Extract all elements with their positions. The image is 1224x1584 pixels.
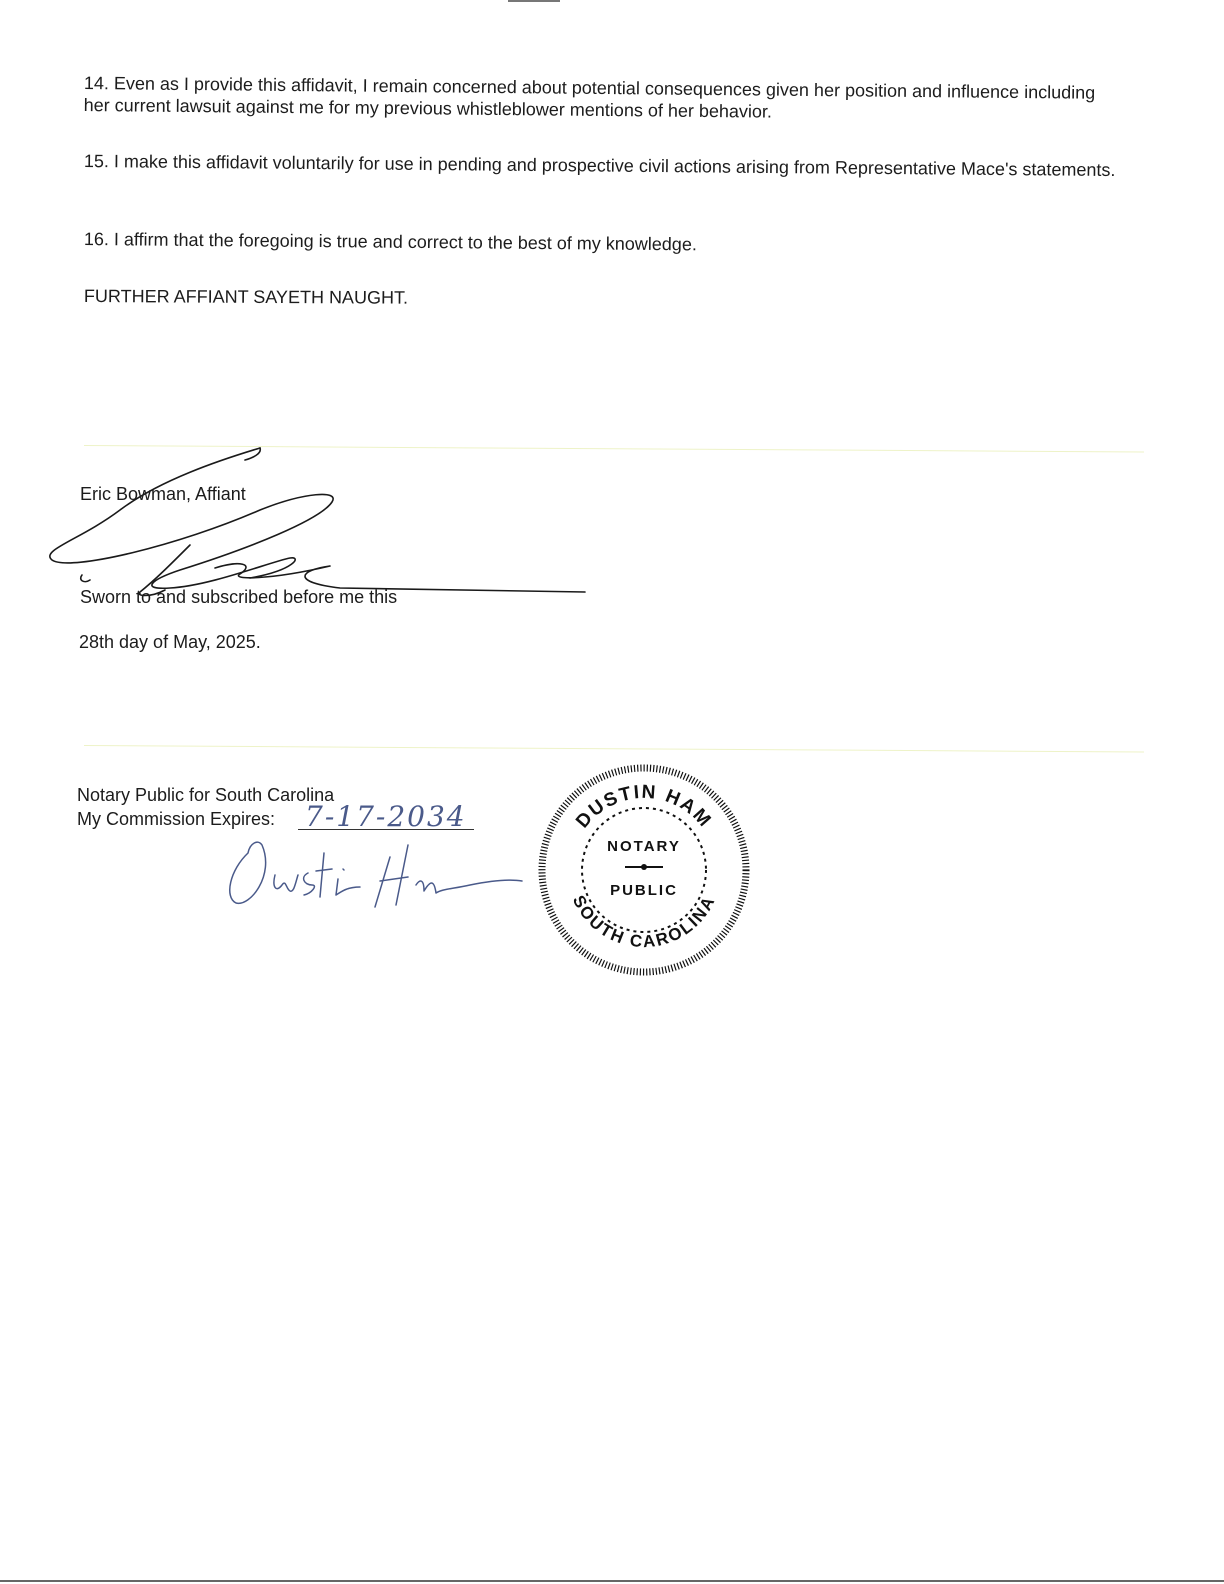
notary-title: Notary Public for South Carolina [77, 785, 335, 805]
sworn-date: 28th day of May, 2025. [79, 632, 261, 652]
commission-label: My Commission Expires: [77, 809, 276, 829]
affiant-label: Eric Bowman, Affiant [80, 484, 246, 504]
closing-statement: FURTHER AFFIANT SAYETH NAUGHT. [83, 286, 409, 308]
sworn-text: Sworn to and subscribed before me this [80, 587, 398, 607]
seal-dot [641, 864, 647, 870]
expiration-date: 7-17-2034 [305, 800, 467, 833]
scan-bottom-edge [0, 1580, 1224, 1582]
paragraph-14: 14. Even as I provide this affidavit, I remain concerned about potential consequences given her position and influence including her current lawsuit against me for my previous whistleblower mentions of her behavior. [83, 72, 1096, 122]
paragraph-16: 16. I affirm that the foregoing is true and correct to the best of my knowledge. [83, 228, 697, 255]
notary-seal [537, 763, 751, 977]
seal-name: DUSTIN HAM [572, 781, 716, 833]
paragraph-15: 15. I make this affidavit voluntarily for use in pending and prospective civil actions arising from Representative Mace's statements. [83, 150, 1116, 181]
seal-state: SOUTH CAROLINA [568, 892, 720, 952]
notary-signature-line [84, 745, 1144, 752]
seal-center-bottom: PUBLIC [610, 882, 678, 899]
notary-signature [220, 835, 540, 915]
seal-center-top: NOTARY [607, 838, 681, 855]
scan-mark [508, 0, 560, 2]
